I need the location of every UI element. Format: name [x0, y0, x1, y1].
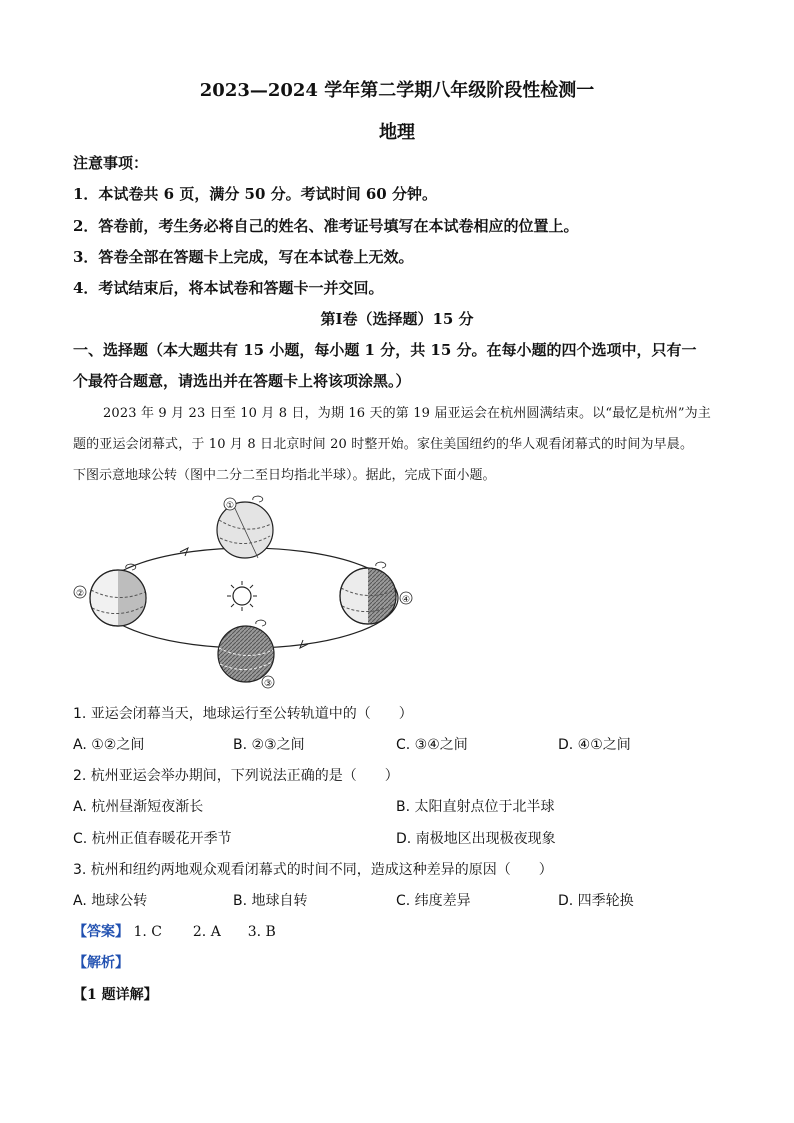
- question-3-option-b[interactable]: B. 地球自转: [233, 893, 308, 909]
- question-1-option-c[interactable]: C. ③④之间: [396, 737, 468, 753]
- label-position-2: ②: [75, 589, 85, 599]
- passage-line-3: 下图示意地球公转（图中二分二至日均指北半球）。据此，完成下面小题。: [73, 468, 496, 483]
- answer-row: [73, 921, 276, 941]
- question-2-option-d[interactable]: D. 南极地区出现极夜现象: [396, 831, 556, 847]
- question-3-option-c[interactable]: C. 纬度差异: [396, 893, 471, 909]
- notice-item-3: 3．答卷全部在答题卡上完成，写在本试卷上无效。: [73, 248, 414, 266]
- notice-heading: 注意事项：: [73, 154, 149, 172]
- question-2-option-a[interactable]: A. 杭州昼渐短夜渐长: [73, 799, 204, 815]
- answer-tag: 【答案】: [73, 924, 129, 940]
- earth-position-4: [340, 562, 396, 624]
- question-2-option-b[interactable]: B. 太阳直射点位于北半球: [396, 799, 555, 815]
- answer-2: 2. A: [192, 924, 221, 940]
- question-2-option-c[interactable]: C. 杭州正值春暖花开季节: [73, 831, 232, 847]
- answer-1: 1. C: [133, 924, 162, 940]
- notice-item-2: 2．答卷前，考生务必将自己的姓名、准考证号填写在本试卷相应的位置上。: [73, 217, 579, 235]
- question-1-stem: 1. 亚运会闭幕当天，地球运行至公转轨道中的（ ）: [73, 706, 413, 722]
- earth-position-2: [90, 564, 146, 626]
- analysis-detail-heading: 【1 题详解】: [73, 987, 158, 1003]
- question-1-option-a[interactable]: A. ①②之间: [73, 737, 145, 753]
- section-instruction-line2: 个最符合题意，请选出并在答题卡上将该项涂黑。）: [73, 372, 411, 390]
- exam-title: 2023—2024 学年第二学期八年级阶段性检测一: [199, 80, 595, 101]
- label-position-4: ④: [401, 595, 411, 605]
- label-position-3: ③: [263, 679, 273, 689]
- label-position-1: ①: [225, 501, 235, 511]
- passage-line-1: 2023 年 9 月 23 日至 10 月 8 日，为期 16 天的第 19 届亚运会在杭州圆满结束。以“最忆是杭州”为主: [103, 406, 711, 421]
- subject-title: 地理: [379, 122, 415, 143]
- orbit-arrow: [180, 548, 188, 556]
- analysis-tag: 【解析】: [73, 955, 129, 971]
- question-1-option-d[interactable]: D. ④①之间: [558, 737, 631, 753]
- passage-line-2: 题的亚运会闭幕式，于 10 月 8 日北京时间 20 时整开始。家住美国纽约的华人观看闭幕式的时间为早晨。: [73, 437, 694, 452]
- section-title: 第Ⅰ卷（选择题）15 分: [320, 310, 474, 328]
- answer-3: 3. B: [247, 924, 276, 940]
- earth-orbit-diagram: [60, 490, 440, 690]
- question-1-option-b[interactable]: B. ②③之间: [233, 737, 305, 753]
- question-3-stem: 3. 杭州和纽约两地观众观看闭幕式的时间不同，造成这种差异的原因（ ）: [73, 862, 553, 878]
- notice-item-4: 4．考试结束后，将本试卷和答题卡一并交回。: [73, 279, 384, 297]
- question-2-stem: 2. 杭州亚运会举办期间，下列说法正确的是（ ）: [73, 768, 399, 784]
- sun-icon: [227, 581, 257, 611]
- question-3-option-a[interactable]: A. 地球公转: [73, 893, 148, 909]
- section-instruction-line1: 一、选择题（本大题共有 15 小题，每小题 1 分，共 15 分。在每小题的四个选项中，只有一: [73, 341, 697, 359]
- question-3-option-d[interactable]: D. 四季轮换: [558, 893, 634, 909]
- earth-position-3: [218, 620, 274, 682]
- notice-item-1: 1．本试卷共 6 页，满分 50 分。考试时间 60 分钟。: [73, 185, 437, 203]
